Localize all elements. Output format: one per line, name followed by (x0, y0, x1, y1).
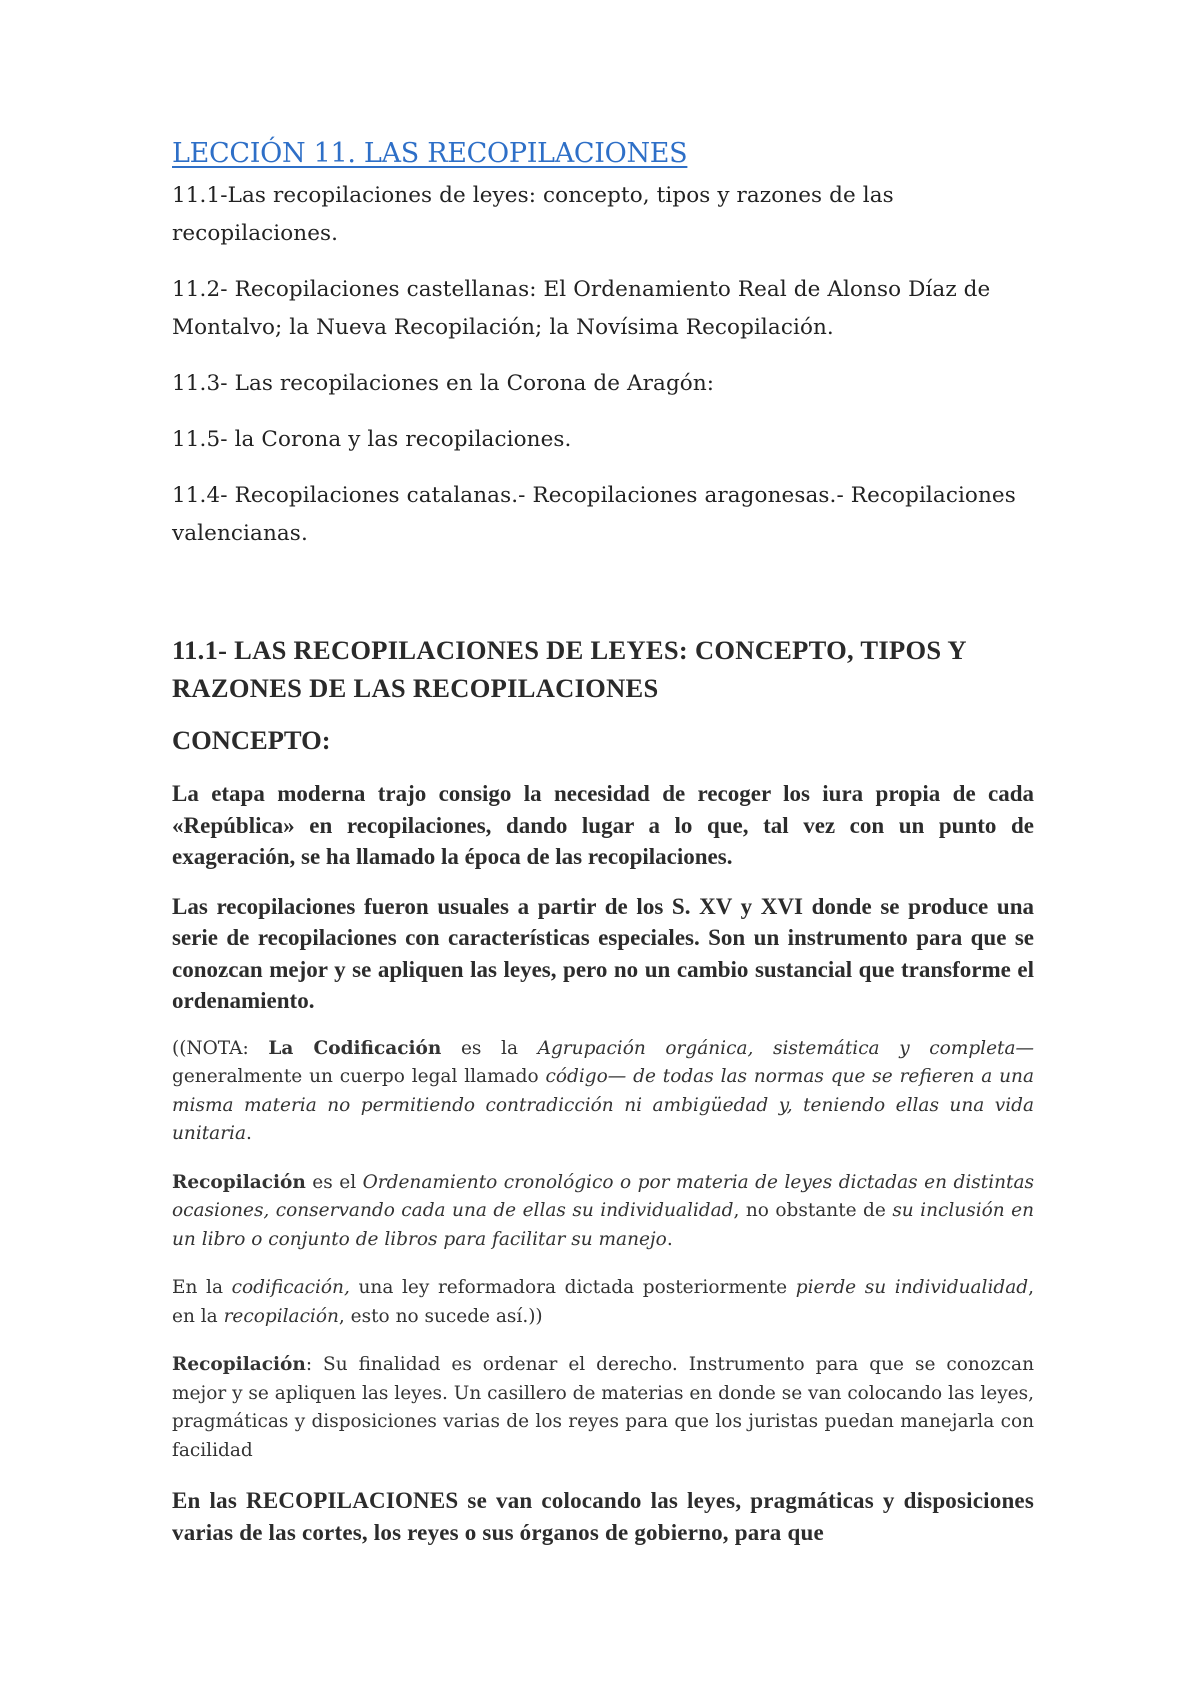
note-text: : Su finalidad es ordenar el derecho. Instrumento para que se conozcan mejor y se apliquen las leyes. Un casillero de materias en donde se van colocando las leyes, pragmáticas y disposiciones varias de los reyes para que los juristas puedan manejarla con facilidad (172, 1354, 1035, 1461)
note-italic: — de todas las normas que se refieren a una misma materia no permitiendo contradicción ni ambigüedad y, teniendo ellas una vida unitaria (172, 1066, 1034, 1144)
concept-heading: CONCEPTO: (172, 725, 331, 755)
toc-item: 11.1-Las recopilaciones de leyes: concepto, tipos y razones de las recopilaciones. (172, 183, 894, 246)
note-text: es el (305, 1171, 363, 1193)
section-heading: 11.1- LAS RECOPILACIONES DE LEYES: CONCEPTO, TIPOS Y RAZONES DE LAS RECOPILACIONES (172, 635, 966, 703)
toc-item: 11.3- Las recopilaciones en la Corona de Aragón: (172, 371, 715, 396)
note-italic: codificación, (231, 1277, 350, 1298)
note-italic: Ordenamiento cronológico o por materia de leyes dictadas en distintas ocasiones, conservando cada una de ellas su individualidad (172, 1171, 1034, 1221)
paragraph: La etapa moderna trajo consigo la necesidad de recoger los iura propia de cada «República» en recopilaciones, dando lugar a lo que, tal vez con un punto de exageración, se ha llamado la época de las recopilaciones. (172, 781, 1034, 869)
note-text: una ley reformadora dictada posteriormente (349, 1277, 796, 1298)
paragraph: Las recopilaciones fueron usuales a partir de los S. XV y XVI donde se produce una serie de recopilaciones con características especiales. Son un instrumento para que se conozcan mejor y se apliquen las leyes, pero no un cambio sustancial que transforme el ordenamiento. (172, 893, 1034, 1013)
note-codificacion (172, 1035, 1034, 1149)
table-of-contents (172, 177, 1034, 553)
note-text: , en la (172, 1277, 1034, 1327)
note-text: es la (441, 1037, 538, 1059)
note-italic: pierde su individualidad (795, 1277, 1029, 1298)
toc-item: 11.5- la Corona y las recopilaciones. (172, 427, 572, 452)
toc-item: 11.4- Recopilaciones catalanas.- Recopilaciones aragonesas.- Recopilaciones valencianas. (172, 483, 1016, 546)
note-text: , esto no sucede así.)) (338, 1305, 543, 1327)
note-text: . (246, 1123, 252, 1144)
note-italic: su inclusión en un libro o conjunto de libros para facilitar su manejo (172, 1200, 1034, 1250)
document-page (172, 138, 1034, 1548)
note-recopilacion (172, 1169, 1034, 1255)
note-finalidad (172, 1351, 1034, 1465)
note-text: , no obstante de (733, 1200, 893, 1221)
note-text: En la (172, 1277, 232, 1298)
note-comparison (172, 1274, 1034, 1331)
note-term: La Codificación (268, 1037, 442, 1059)
toc-item: 11.2- Recopilaciones castellanas: El Ordenamiento Real de Alonso Díaz de Montalvo; la Nueva Recopilación; la Novísima Recopilación. (172, 277, 991, 340)
note-italic: recopilación (223, 1305, 339, 1327)
note-italic: Agrupación orgánica, sistemática y completa— (537, 1037, 1034, 1059)
note-text: generalmente un cuerpo legal llamado (172, 1066, 546, 1087)
note-term: Recopilación (172, 1171, 306, 1193)
note-italic: código (545, 1066, 608, 1087)
final-paragraph: En las RECOPILACIONES se van colocando las leyes, pragmáticas y disposiciones varias de las cortes, los reyes o sus órganos de gobierno, para que (172, 1488, 1034, 1545)
lesson-title: LECCIÓN 11. LAS RECOPILACIONES (172, 138, 688, 169)
note-text: ((NOTA: (172, 1037, 269, 1059)
note-term: Recopilación (172, 1354, 306, 1375)
note-text: . (666, 1228, 673, 1250)
